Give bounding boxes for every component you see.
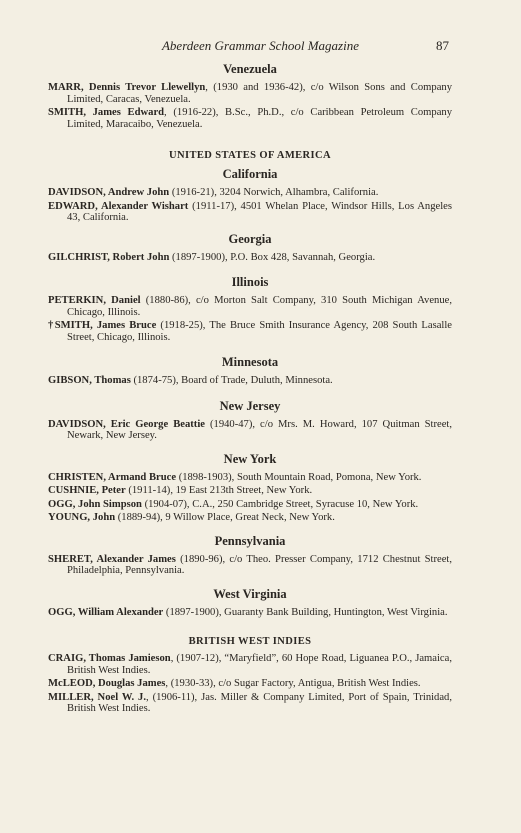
entry-details: (1904-07), C.A., 250 Cambridge Street, Syracuse 10, New York. — [144, 498, 419, 510]
entry — [48, 252, 452, 264]
region-heading: Venezuela — [223, 62, 277, 76]
entry-details: (1874-75), Board of Trade, Duluth, Minnesota. — [133, 375, 333, 386]
entry — [48, 512, 452, 524]
entry-details: (1911-17), 4501 Whelan Place, Windsor Hills, Los Angeles 43, California. — [67, 200, 452, 223]
entry-name: CRAIG, Thomas Jamieson — [48, 653, 171, 664]
entry-details: (1897-1900), Guaranty Bank Building, Huntington, West Virginia. — [165, 606, 448, 618]
country-heading: BRITISH WEST INDIES — [188, 636, 312, 647]
entry — [48, 201, 452, 224]
region-heading: California — [222, 167, 278, 181]
entry — [48, 375, 452, 387]
entry-name: GILCHRIST, Robert John — [48, 251, 170, 263]
region-heading: Pennsylvania — [214, 533, 286, 548]
entry-details: (1880-86), c/o Morton Salt Company, 310 South Michigan Avenue, Chicago, Illinois. — [67, 295, 453, 318]
entry-name: CHRISTEN, Armand Bruce — [48, 471, 177, 483]
directory-content — [48, 60, 452, 717]
entry — [48, 607, 452, 619]
region-heading: Georgia — [228, 231, 272, 246]
entry-name: SMITH, James Edward — [48, 107, 165, 118]
entry-details: (1918-25), The Bruce Smith Insurance Agency, 208 South Lasalle Street, Chicago, Illinois. — [67, 320, 452, 343]
entry-name: EDWARD, Alexander Wishart — [48, 200, 189, 212]
entry-name: OGG, John Simpson — [48, 498, 142, 510]
region-heading: Minnesota — [221, 355, 279, 369]
entry-details: (1898-1903), South Mountain Road, Pomona, New York. — [178, 471, 422, 483]
entry-details: (1890-96), c/o Theo. Presser Company, 1712 Chestnut Street, Philadelphia, Pennsylvania. — [67, 553, 453, 576]
entry-name: PETERKIN, Daniel — [48, 295, 141, 306]
entry — [48, 554, 452, 577]
entry: SMITH, James Edward, (1916-22), B.Sc., Ph.D., c/o Caribbean Petroleum Company Limited, Maracaibo, Venezuela. — [48, 107, 452, 130]
entry — [48, 419, 452, 442]
region-heading: Illinois — [231, 275, 269, 289]
region-heading: New York — [223, 451, 277, 466]
entry-name: McLEOD, Douglas James — [48, 678, 166, 689]
entry-details: (1930-33), c/o Sugar Factory, Antigua, British West Indies. — [170, 678, 421, 689]
region-heading: New Jersey — [219, 398, 281, 413]
entry — [48, 485, 452, 497]
entry: MILLER, Noel W. J., (1906-11), Jas. Miller & Company Limited, Port of Spain, Trinidad, British West Indies. — [48, 691, 453, 714]
entry: MARR, Dennis Trevor Llewellyn, (1930 and 1936-42), c/o Wilson Sons and Company Limited, Caracas, Venezuela. — [48, 82, 452, 105]
entry-name: CUSHNIE, Peter — [48, 485, 126, 496]
entry — [48, 295, 452, 318]
entry-details: (1916-21), 3204 Norwich, Alhambra, California. — [171, 187, 379, 198]
entry — [48, 499, 452, 511]
entry-details: (1930 and 1936-42), c/o Wilson Sons and Company Limited, Caracas, Venezuela. — [67, 82, 452, 105]
entry-name: MARR, Dennis Trevor Llewellyn — [48, 82, 206, 93]
entry-name: MILLER, Noel W. J. — [48, 691, 146, 703]
region-heading: West Virginia — [213, 586, 287, 601]
entry: McLEOD, Douglas James, (1930-33), c/o Sugar Factory, Antigua, British West Indies. — [48, 678, 421, 689]
entry-name: SHERET, Alexander James — [48, 553, 176, 565]
country-heading: UNITED STATES OF AMERICA — [169, 150, 331, 161]
page-header — [0, 38, 521, 56]
entry-name: DAVIDSON, Eric George Beattie — [48, 418, 205, 430]
entry-name: OGG, William Alexander — [48, 606, 164, 618]
entry — [48, 472, 452, 484]
entry-name: YOUNG, John — [48, 512, 116, 523]
page-number: 87 — [436, 38, 449, 53]
entry: CRAIG, Thomas Jamieson, (1907-12), “Maryfield”, 60 Hope Road, Liguanea P.O., Jamaica, British West Indies. — [48, 653, 452, 676]
entry-details: (1897-1900), P.O. Box 428, Savannah, Georgia. — [172, 251, 376, 263]
entry-details: (1940-47), c/o Mrs. M. Howard, 107 Quitman Street, Newark, New Jersey. — [67, 418, 452, 441]
entry-details: (1889-94), 9 Willow Place, Great Neck, New York. — [117, 512, 335, 523]
entry-name: †SMITH, James Bruce — [48, 320, 157, 331]
entry-details: (1916-22), B.Sc., Ph.D., c/o Caribbean Petroleum Company Limited, Maracaibo, Venezuela. — [67, 107, 452, 130]
entry — [48, 320, 452, 343]
entry-details: (1907-12), “Maryfield”, 60 Hope Road, Liguanea P.O., Jamaica, British West Indies. — [67, 653, 452, 676]
entry — [48, 187, 452, 199]
entry-name: GIBSON, Thomas — [48, 375, 131, 386]
entry-name: DAVIDSON, Andrew John — [48, 187, 170, 198]
running-title: Aberdeen Grammar School Magazine — [161, 38, 359, 53]
entry-details: (1911-14), 19 East 213th Street, New York. — [128, 485, 313, 496]
entry-details: (1906-11), Jas. Miller & Company Limited, Port of Spain, Trinidad, British West Indies. — [67, 691, 453, 714]
